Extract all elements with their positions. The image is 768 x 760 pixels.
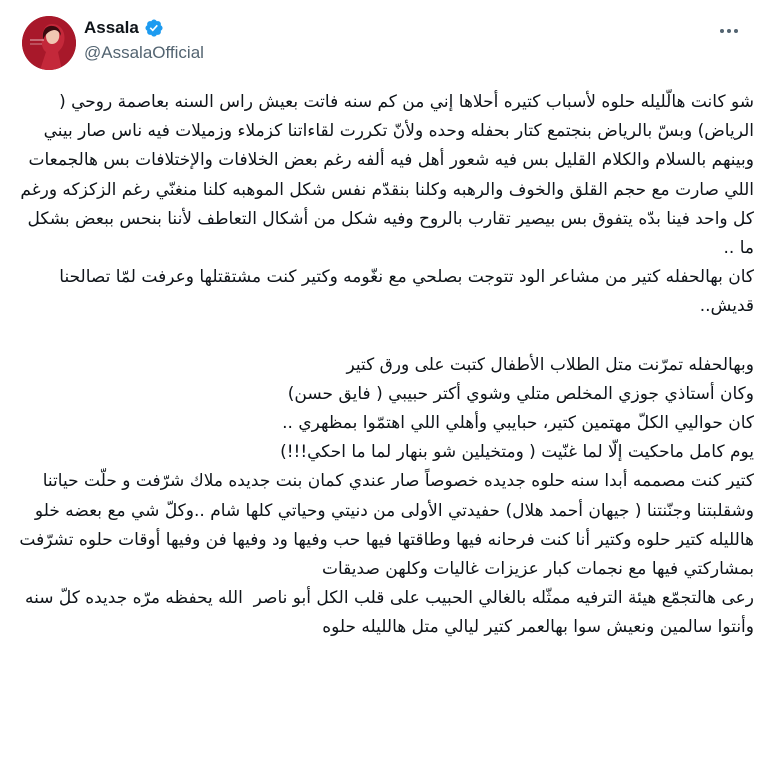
- more-horizontal-icon: [720, 29, 724, 33]
- tweet-header: [18, 14, 750, 70]
- user-info: [84, 16, 204, 63]
- more-horizontal-icon-dot: [727, 29, 731, 33]
- display-name[interactable]: Assala: [84, 18, 139, 37]
- tweet-paragraph: يوم كامل ماحكيت إلّا لما غنّيت ( ومتخيلين شو بنهار لما ما احكي!!!): [280, 442, 754, 463]
- tweet-paragraph: شو كانت هالّليله حلوه لأسباب كتيره أحلاها إني من كم سنه فاتت بعيش راس السنه بعاصمة روحي ( الرياض) وبسّ بالرياض بنجتمع كتار بحفله وحده ولأنّ تكررت لقاءاتنا كزملاء وزميلات فيه ناس صار بيني وبينهم بالسلام والكلام القليل بس فيه شعور أهل فيه ألفه رغم بعض الخلافات والإختلافات بس هالجمعات اللي صارت مع حجم القلق والخوف والرهبه وكلنا بنقدّم نفس شكل الموهبه كلنا منغنّي رغم الزكزكه ورغم كل واحد فينا بدّه يتفوق بس بيصير تقارب بالروح وفيه شكل من أشكال التعاطف لأننا بنحس ببعض بشكل ما ..: [15, 92, 754, 259]
- user-handle[interactable]: @AssalaOfficial: [84, 43, 204, 62]
- tweet-paragraph: وبهالحفله تمرّنت متل الطلاب الأطفال كتبت على ورق كتير: [346, 354, 754, 375]
- display-name-row: [84, 16, 204, 40]
- tweet-paragraph: رعى هالتجمّع هيئة الترفيه ممثّله بالغالي الحبيب على قلب الكل أبو ناصر الله يحفظه مرّه جديده كلّ سنه وأنتوا سالمين ونعيش سوا بهالعمر كتير ليالي متل هالليله حلوه: [19, 588, 754, 638]
- more-horizontal-icon-dot: [734, 29, 738, 33]
- more-options-button[interactable]: [714, 20, 744, 42]
- tweet-paragraph: وكان أستاذي جوزي المخلص متلي وشوي أكتر حبيبي ( فايق حسن): [287, 383, 754, 404]
- paragraph-gap: [14, 322, 754, 351]
- tweet-text: [14, 88, 754, 643]
- tweet-paragraph: كتير كنت مصممه أبدا سنه حلوه جديده خصوصاً صار عندي كمان بنت جديده ملاك شرّفت و حلّت حياتنا وشقلبتنا وجنّنتنا ( جيهان أحمد هلال) حفيدتي الأولى من دنيتي وحياتي كلها شام ..وكلّ شي مع بعضه خلو هالليله كتير حلوه وكتير أنا كنت فرحانه فيها وطاقتها فيها حب وفيها ود وفيها فن وفيها أوقات حلوه تشرّفت بمشاركتي فيها مع نجمات كبار عزيزات غاليات وكلهن صديقات: [14, 471, 754, 580]
- tweet-paragraph: كان بهالحفله كتير من مشاعر الود تتوجت بصلحي مع نغّومه وكتير كنت مشتقتلها وعرفت لمّا تصالحنا قديش..: [53, 267, 754, 317]
- avatar[interactable]: [22, 16, 76, 70]
- verified-badge-icon: [144, 18, 164, 38]
- avatar-image: [22, 16, 76, 70]
- tweet-paragraph: كان حواليي الكلّ مهتمين كتير، حبايبي وأهلي اللي اهتمّوا بمظهري ..: [282, 413, 754, 434]
